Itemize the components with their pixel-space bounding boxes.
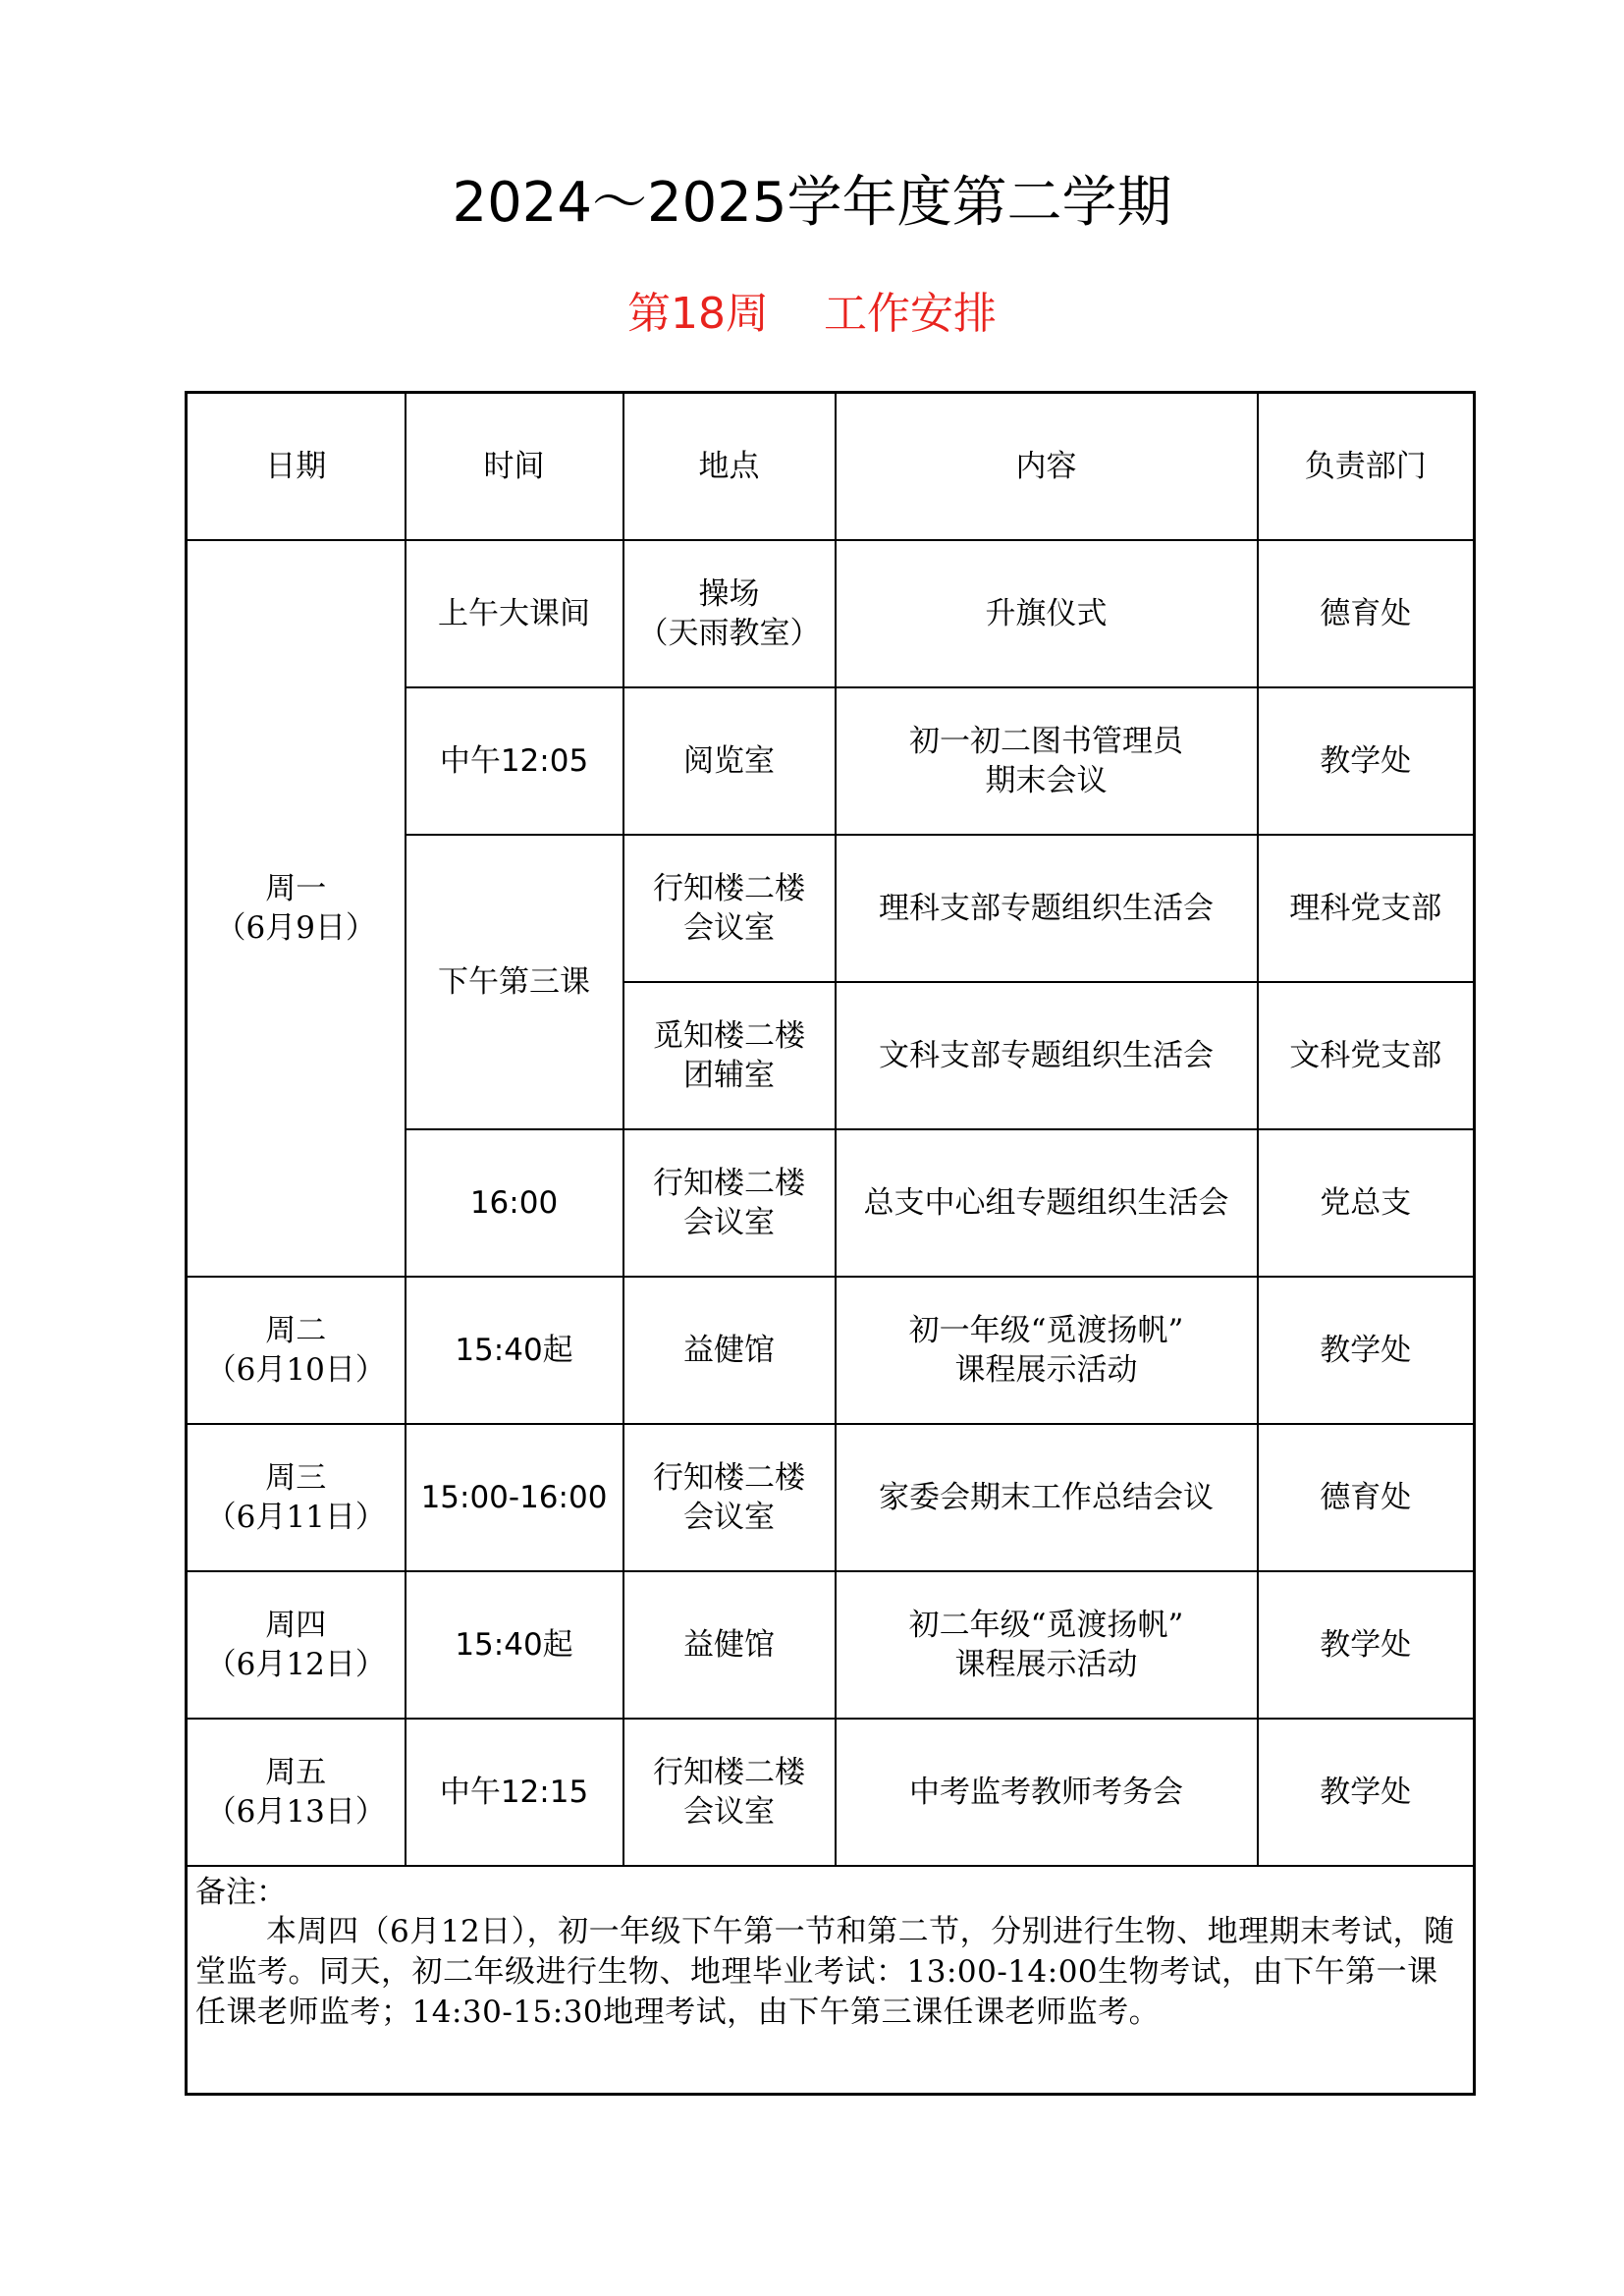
place-line: 会议室 — [683, 1204, 775, 1240]
table-row — [187, 1277, 1475, 1424]
date-day: 周二 — [265, 1312, 327, 1348]
content-line: 初一年级“觅渡扬帆” — [908, 1312, 1184, 1348]
note-label: 备注： — [195, 1874, 287, 1910]
dept-cell: 文科党支部 — [1258, 982, 1475, 1129]
content-cell — [836, 687, 1258, 835]
table-row — [187, 1424, 1475, 1571]
place-cell — [623, 835, 836, 982]
time-cell: 中午12:15 — [406, 1719, 623, 1866]
table-row — [187, 540, 1475, 687]
date-sub: （6月9日） — [215, 909, 376, 946]
content-line: 课程展示活动 — [954, 1646, 1138, 1682]
dept-cell: 教学处 — [1258, 1571, 1475, 1719]
place-line: （天雨教室） — [637, 615, 821, 651]
place-line: 行知楼二楼 — [653, 870, 805, 906]
date-sub: （6月13日） — [205, 1793, 386, 1830]
place-line: 团辅室 — [683, 1057, 775, 1093]
content-cell: 家委会期末工作总结会议 — [836, 1424, 1258, 1571]
date-cell — [187, 1571, 406, 1719]
place-line: 行知楼二楼 — [653, 1165, 805, 1201]
note-cell — [187, 1866, 1475, 2095]
place-line: 会议室 — [683, 909, 775, 946]
table-row — [187, 1719, 1475, 1866]
dept-cell: 教学处 — [1258, 687, 1475, 835]
date-cell — [187, 1424, 406, 1571]
date-day: 周五 — [265, 1754, 327, 1790]
place-cell: 益健馆 — [623, 1277, 836, 1424]
time-cell: 中午12:05 — [406, 687, 623, 835]
dept-cell: 德育处 — [1258, 540, 1475, 687]
place-line: 操场 — [698, 575, 760, 612]
dept-cell: 理科党支部 — [1258, 835, 1475, 982]
date-cell — [187, 540, 406, 1277]
place-cell — [623, 1424, 836, 1571]
note-text: 本周四（6月12日），初一年级下午第一节和第二节，分别进行生物、地理期末考试，随堂监考。同天，初二年级进行生物、地理毕业考试：13:00-14:00生物考试，由下午第一课任课老师监考；14:30-15:30地理考试，由下午第三课任课老师监考。 — [195, 1913, 1455, 2030]
place-line: 会议室 — [683, 1793, 775, 1830]
date-cell — [187, 1277, 406, 1424]
date-day: 周一 — [265, 870, 327, 906]
dept-cell: 教学处 — [1258, 1719, 1475, 1866]
place-cell — [623, 540, 836, 687]
place-cell — [623, 982, 836, 1129]
content-line: 期末会议 — [985, 762, 1108, 798]
content-cell — [836, 1277, 1258, 1424]
dept-cell: 党总支 — [1258, 1129, 1475, 1277]
time-cell: 下午第三课 — [406, 835, 623, 1129]
content-cell: 文科支部专题组织生活会 — [836, 982, 1258, 1129]
content-line: 初一初二图书管理员 — [909, 723, 1183, 759]
page-title: 2024～2025学年度第二学期 — [452, 171, 1172, 235]
place-line: 觅知楼二楼 — [653, 1017, 805, 1054]
place-cell — [623, 1719, 836, 1866]
header-content: 内容 — [836, 393, 1258, 540]
content-cell: 升旗仪式 — [836, 540, 1258, 687]
schedule-table — [185, 391, 1476, 2096]
content-cell — [836, 1571, 1258, 1719]
content-line: 课程展示活动 — [954, 1351, 1138, 1388]
place-cell — [623, 1129, 836, 1277]
date-day: 周三 — [265, 1459, 327, 1496]
header-row — [187, 393, 1475, 540]
dept-cell: 德育处 — [1258, 1424, 1475, 1571]
time-cell: 上午大课间 — [406, 540, 623, 687]
place-line: 行知楼二楼 — [653, 1459, 805, 1496]
header-date: 日期 — [187, 393, 406, 540]
place-cell: 益健馆 — [623, 1571, 836, 1719]
time-cell: 15:40起 — [406, 1571, 623, 1719]
time-cell: 16:00 — [406, 1129, 623, 1277]
time-cell: 15:00-16:00 — [406, 1424, 623, 1571]
note-row — [187, 1866, 1475, 2095]
date-day: 周四 — [265, 1607, 327, 1643]
date-cell — [187, 1719, 406, 1866]
time-cell: 15:40起 — [406, 1277, 623, 1424]
table-row — [187, 1571, 1475, 1719]
content-cell: 总支中心组专题组织生活会 — [836, 1129, 1258, 1277]
header-time: 时间 — [406, 393, 623, 540]
dept-cell: 教学处 — [1258, 1277, 1475, 1424]
page-subtitle: 第18周 工作安排 — [627, 289, 997, 339]
date-sub: （6月11日） — [205, 1499, 386, 1535]
content-cell: 理科支部专题组织生活会 — [836, 835, 1258, 982]
place-line: 行知楼二楼 — [653, 1754, 805, 1790]
date-sub: （6月12日） — [205, 1646, 386, 1682]
place-line: 会议室 — [683, 1499, 775, 1535]
content-line: 初二年级“觅渡扬帆” — [908, 1607, 1184, 1643]
date-sub: （6月10日） — [205, 1351, 386, 1388]
header-dept: 负责部门 — [1258, 393, 1475, 540]
header-place: 地点 — [623, 393, 836, 540]
place-cell: 阅览室 — [623, 687, 836, 835]
content-cell: 中考监考教师考务会 — [836, 1719, 1258, 1866]
